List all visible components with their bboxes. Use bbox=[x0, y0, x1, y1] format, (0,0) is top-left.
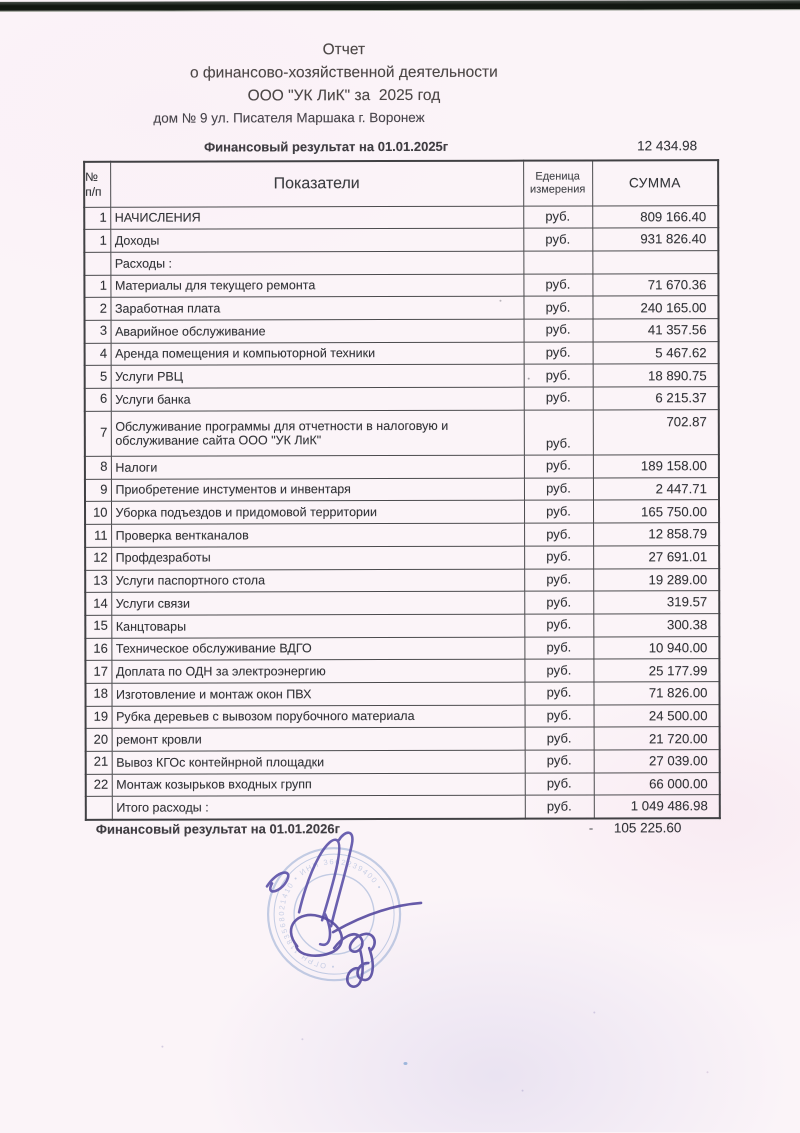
scan-speck bbox=[593, 1011, 595, 1013]
cell-name: Обслуживание программы для отчетности в налоговую и обслуживание сайта ООО "УК ЛиК" bbox=[111, 410, 524, 456]
cell-name: Материалы для текущего ремонта bbox=[110, 274, 523, 298]
cell-name: Канцтовары bbox=[111, 614, 524, 638]
cell-unit: руб. bbox=[524, 500, 593, 523]
cell-sum: 809 166.40 bbox=[592, 205, 718, 228]
financial-result-opening-label: Финансовый результат на 01.01.2025г bbox=[204, 138, 449, 155]
table-row bbox=[84, 205, 718, 229]
cell-unit: руб. bbox=[524, 387, 593, 410]
table-row bbox=[86, 750, 720, 774]
cell-num: 11 bbox=[85, 524, 111, 547]
table-row bbox=[84, 296, 718, 320]
cell-sum: 1 049 486.98 bbox=[594, 795, 720, 818]
cell-name: Изготовление и монтаж окон ПВХ bbox=[111, 682, 524, 706]
cell-sum: 27 039.00 bbox=[594, 750, 720, 773]
report-title-line-3: ООО "УК ЛиК" за 2025 год bbox=[247, 86, 441, 105]
cell-sum: 27 691.01 bbox=[593, 545, 719, 568]
cell-name: Вывоз КГОс контейнрной площадки bbox=[112, 750, 525, 774]
table-row bbox=[86, 727, 720, 751]
cell-sum: 71 826.00 bbox=[593, 682, 719, 705]
scan-speck bbox=[499, 300, 501, 302]
financial-result-opening bbox=[0, 138, 799, 158]
scan-speck bbox=[528, 378, 530, 380]
total-row bbox=[86, 795, 720, 819]
table-row bbox=[86, 772, 720, 796]
cell-num: 22 bbox=[86, 774, 112, 797]
table-row bbox=[85, 364, 719, 388]
cell-num: 1 bbox=[84, 275, 110, 298]
cell-num: 7 bbox=[85, 411, 111, 456]
cell-sum: 18 890.75 bbox=[593, 364, 719, 387]
cell-num: 21 bbox=[86, 751, 112, 774]
cell-num: 10 bbox=[85, 502, 111, 525]
cell-num: 8 bbox=[85, 456, 111, 479]
cell-sum: 71 670.36 bbox=[592, 273, 718, 296]
table-row bbox=[85, 614, 719, 638]
cell-sum: 189 158.00 bbox=[593, 455, 719, 478]
cell-name: Налоги bbox=[111, 455, 524, 479]
column-header-unit bbox=[523, 160, 592, 205]
cell-unit: руб. bbox=[524, 614, 593, 637]
cell-name: Доходы bbox=[110, 228, 523, 252]
header-row bbox=[84, 160, 718, 207]
cell-unit: руб. bbox=[523, 274, 592, 297]
cell-name: Проверка вентканалов bbox=[111, 523, 524, 547]
scan-speck bbox=[706, 1071, 708, 1073]
cell-name: ремонт кровли bbox=[112, 728, 525, 752]
cell-sum: 240 165.00 bbox=[592, 296, 718, 319]
cell-num: 3 bbox=[85, 320, 111, 343]
cell-name: Итого расходы : bbox=[112, 796, 525, 820]
table-row bbox=[85, 523, 719, 547]
cell-unit: руб. bbox=[524, 410, 593, 456]
column-header-indicator: Показатели bbox=[110, 161, 523, 207]
cell-sum: 19 289.00 bbox=[593, 568, 719, 591]
cell-num: 13 bbox=[85, 570, 111, 593]
cell-unit: руб. bbox=[524, 659, 593, 682]
cell-name: Услуги банка bbox=[111, 387, 524, 411]
cell-sum: 702.87 bbox=[593, 409, 719, 455]
cell-unit: руб. bbox=[525, 773, 594, 796]
table-row bbox=[84, 228, 718, 252]
table-row bbox=[85, 387, 719, 411]
column-header-number bbox=[84, 162, 110, 207]
cell-name: Профдезработы bbox=[111, 546, 524, 570]
cell-num: 12 bbox=[85, 547, 111, 570]
scan-speck bbox=[522, 1090, 524, 1092]
cell-unit: руб. bbox=[524, 569, 593, 592]
cell-name: НАЧИСЛЕНИЯ bbox=[110, 206, 523, 230]
cell-num: 9 bbox=[85, 479, 111, 502]
cell-unit: руб. bbox=[524, 364, 593, 387]
financial-result-closing-label: Финансовый результат на 01.01.2026г bbox=[95, 821, 341, 837]
cell-name: Заработная плата bbox=[110, 296, 523, 320]
cell-name: Доплата по ОДН за электроэнергию bbox=[111, 659, 524, 683]
cell-sum: 21 720.00 bbox=[594, 727, 720, 750]
cell-sum: 24 500.00 bbox=[594, 704, 720, 727]
cell-sum: 25 177.99 bbox=[593, 659, 719, 682]
report-table-body bbox=[84, 205, 720, 819]
cell-name: Монтаж козырьков входных групп bbox=[112, 773, 525, 797]
cell-num: 17 bbox=[85, 661, 111, 684]
column-header-number-line2: п/п bbox=[85, 184, 102, 199]
cell-unit: руб. bbox=[524, 455, 593, 478]
cell-unit: руб. bbox=[525, 727, 594, 750]
cell-num: 20 bbox=[86, 729, 112, 752]
cell-num: 18 bbox=[85, 683, 111, 706]
cell-sum bbox=[592, 251, 718, 274]
cell-sum: 66 000.00 bbox=[594, 772, 720, 795]
table-row bbox=[85, 636, 719, 660]
scan-speck bbox=[403, 1062, 407, 1065]
cell-num: 15 bbox=[85, 615, 111, 638]
report-table-header bbox=[84, 160, 718, 207]
cell-num: 4 bbox=[85, 343, 111, 366]
cell-sum: 6 215.37 bbox=[593, 387, 719, 410]
report-title-line-2: о финансово-хозяйственной деятельности bbox=[189, 63, 498, 82]
table-row bbox=[85, 341, 719, 365]
table-row bbox=[85, 682, 719, 706]
cell-unit: руб. bbox=[524, 546, 593, 569]
cell-unit: руб. bbox=[523, 228, 592, 251]
cell-num: 16 bbox=[85, 638, 111, 661]
financial-result-opening-value: 12 434.98 bbox=[637, 138, 698, 154]
column-header-number-line1: № bbox=[85, 169, 99, 184]
cell-sum: 12 858.79 bbox=[593, 523, 719, 546]
signatures-overlay bbox=[241, 820, 461, 1001]
cell-sum: 2 447.71 bbox=[593, 477, 719, 500]
report-address-line: дом № 9 ул. Писателя Маршака г. Воронеж bbox=[153, 109, 425, 126]
table-row bbox=[85, 455, 719, 479]
cell-num: 14 bbox=[85, 592, 111, 615]
cell-sum: 10 940.00 bbox=[593, 636, 719, 659]
scan-speck bbox=[301, 1038, 303, 1040]
cell-unit: руб. bbox=[524, 342, 593, 365]
cell-sum: 41 357.56 bbox=[593, 319, 719, 342]
cell-name: Рубка деревьев с вывозом порубочного материала bbox=[112, 705, 525, 729]
cell-sum: 319.57 bbox=[593, 591, 719, 614]
table-row bbox=[84, 251, 718, 275]
cell-name: Техническое обслуживание ВДГО bbox=[111, 637, 524, 661]
cell-num: 6 bbox=[85, 388, 111, 411]
cell-sum: 165 750.00 bbox=[593, 500, 719, 523]
cell-num: 1 bbox=[84, 229, 110, 252]
cell-name: Услуги связи bbox=[111, 591, 524, 615]
table-row bbox=[85, 545, 719, 569]
cell-num bbox=[84, 252, 110, 275]
cell-unit: руб. bbox=[523, 205, 592, 228]
column-header-sum: СУММА bbox=[592, 160, 718, 205]
report-title bbox=[84, 37, 604, 129]
cell-unit: руб. bbox=[524, 478, 593, 501]
table-row bbox=[85, 659, 719, 683]
report-table bbox=[83, 159, 721, 820]
cell-unit: руб. bbox=[524, 682, 593, 705]
cell-unit bbox=[523, 251, 592, 274]
report-title-line-1: Отчет bbox=[322, 41, 366, 59]
cell-name: Приобретение инстументов и инвентаря bbox=[111, 478, 524, 502]
cell-num: 19 bbox=[86, 706, 112, 729]
accountant-signature bbox=[291, 903, 421, 987]
cell-num: 1 bbox=[84, 207, 110, 230]
column-header-unit-line2: измерения bbox=[530, 183, 586, 196]
cell-sum: 5 467.62 bbox=[593, 341, 719, 364]
table-row bbox=[85, 591, 719, 615]
stamp-arc-text: • ОГРН 1183568021410 • ИНН 3662239400 • bbox=[277, 857, 385, 972]
table-row bbox=[85, 409, 719, 456]
table-row bbox=[85, 568, 719, 592]
cell-unit: руб. bbox=[524, 319, 593, 342]
cell-num: 5 bbox=[85, 366, 111, 389]
cell-unit: руб. bbox=[525, 795, 594, 818]
column-header-unit-line1: Еденица bbox=[535, 170, 580, 183]
cell-unit: руб. bbox=[525, 705, 594, 728]
table-row bbox=[84, 273, 718, 297]
cell-unit: руб. bbox=[524, 523, 593, 546]
cell-num bbox=[86, 797, 112, 820]
cell-name: Услуги РВЦ bbox=[111, 364, 524, 388]
cell-name: Уборка подъездов и придомовой территории bbox=[111, 501, 524, 525]
financial-result-closing-minus: - bbox=[588, 820, 594, 836]
table-row bbox=[85, 319, 719, 343]
cell-num: 2 bbox=[84, 298, 110, 321]
cell-name: Услуги паспортного стола bbox=[111, 569, 524, 593]
cell-name: Аренда помещения и компьюторной техники bbox=[111, 342, 524, 366]
cell-unit: руб. bbox=[525, 750, 594, 773]
cell-name: Расходы : bbox=[110, 251, 523, 275]
table-row bbox=[85, 477, 719, 501]
table-row bbox=[86, 704, 720, 728]
table-row bbox=[85, 500, 719, 524]
financial-result-closing-value: 105 225.60 bbox=[613, 820, 682, 836]
cell-sum: 931 826.40 bbox=[592, 228, 718, 251]
cell-unit: руб. bbox=[524, 637, 593, 660]
cell-unit: руб. bbox=[523, 296, 592, 319]
cell-name: Аварийное обслуживание bbox=[111, 319, 524, 343]
cell-unit: руб. bbox=[524, 591, 593, 614]
scan-speck bbox=[161, 1046, 163, 1048]
cell-sum: 300.38 bbox=[593, 614, 719, 637]
